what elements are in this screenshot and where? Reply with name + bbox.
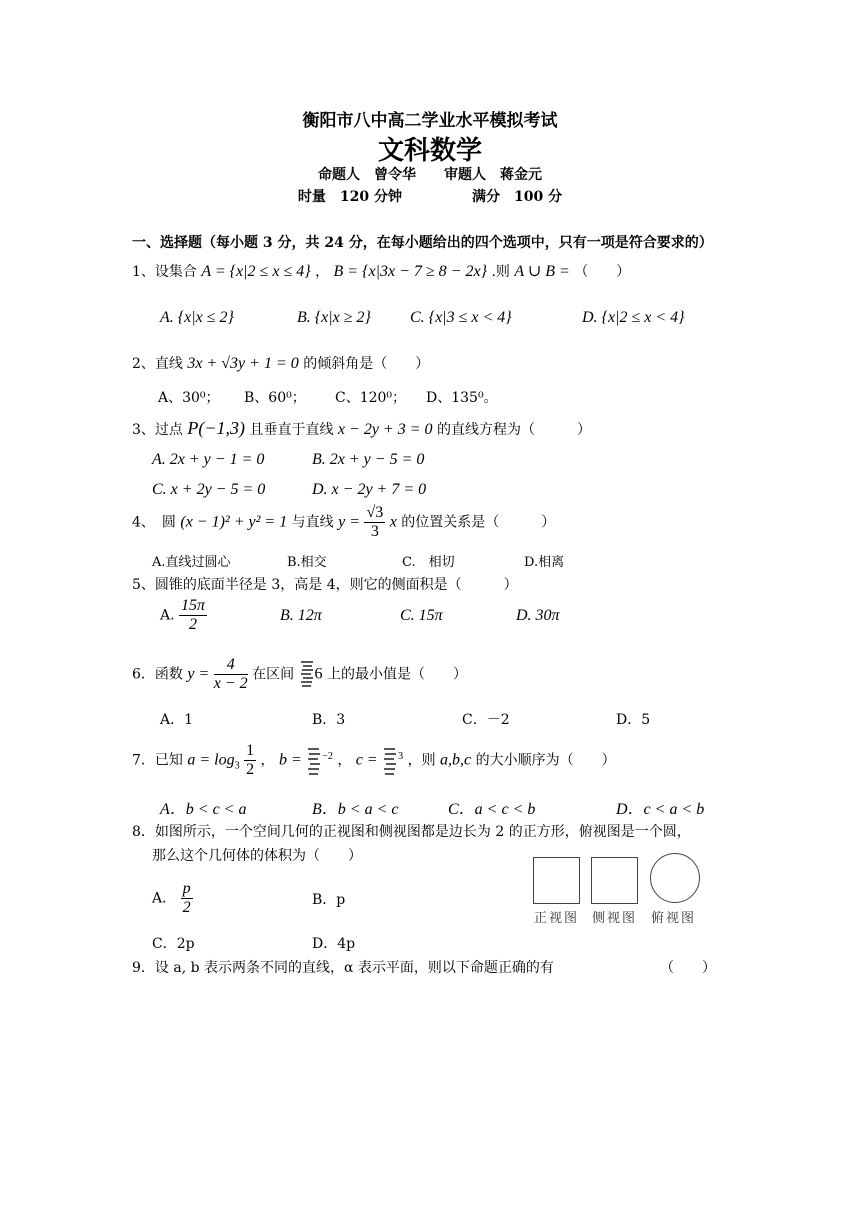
q7-a-numerator: 1	[246, 742, 255, 759]
q7-c-expr: c =	[355, 751, 378, 769]
q4-option-d: D.相离	[524, 555, 565, 570]
exam-time-score: 时量 120 分钟 满分 100 分	[297, 189, 563, 205]
question-5: 5、圆锥的底面半径是 3，高是 4，则它的侧面积是（ ）	[132, 577, 518, 593]
q7-text-end: 的大小顺序为（ ）	[475, 752, 616, 769]
q2-option-c: C、120⁰；	[335, 390, 407, 406]
q2-text: 2、直线	[132, 356, 183, 372]
q4-option-c: C. 相切	[402, 555, 455, 570]
q1-set-b: B = {x|3x − 7 ≥ 8 − 2x}	[333, 263, 487, 280]
q6-interval: 6	[314, 665, 323, 683]
q6-option-b: B．3	[312, 712, 346, 728]
q3-point: P(−1,3)	[187, 418, 246, 438]
side-view-square	[591, 857, 638, 904]
q2-option-d: D、135⁰。	[426, 390, 498, 406]
q4-option-a: A.直线过圆心	[152, 555, 231, 570]
top-view-circle	[650, 853, 700, 903]
q3-option-b: B. 2x + y − 5 = 0	[312, 451, 425, 468]
q7-b-garbled-base-icon	[306, 745, 322, 777]
q5-option-a	[160, 597, 207, 634]
q1-option-d: D. {x|2 ≤ x < 4}	[582, 309, 685, 326]
q5-option-a-label: A.	[160, 607, 175, 624]
q3-text-end: 的直线方程为（ ）	[436, 422, 591, 438]
question-1	[132, 262, 630, 282]
q3-option-d: D. x − 2y + 7 = 0	[312, 481, 427, 498]
q3-option-a: A. 2x + y − 1 = 0	[152, 451, 265, 468]
exam-school-title: 衡阳市八中高二学业水平模拟考试	[302, 111, 558, 131]
q5-option-a-numerator: 15π	[181, 597, 206, 614]
q7-text-mid: ，则	[407, 752, 436, 769]
q8-option-a-label: A．	[152, 890, 177, 907]
q1-text: 1、设集合	[132, 264, 197, 280]
q9-blank: （ ）	[660, 960, 716, 976]
question-2	[132, 354, 429, 374]
q4-numerator: √3	[366, 504, 384, 521]
q5-option-a-fraction	[179, 597, 207, 634]
q5-option-a-denominator: 2	[189, 616, 198, 633]
side-view-caption: 侧视图	[592, 911, 638, 926]
q3-text: 3、过点	[132, 422, 183, 438]
q8-option-a-fraction	[181, 880, 193, 917]
q4-option-b: B.相交	[287, 555, 327, 570]
q8-option-b: B．p	[312, 892, 346, 908]
q6-garbled-bracket-icon	[299, 659, 315, 691]
q4-text-end: 的位置关系是（ ）	[401, 514, 556, 531]
q1-option-b: B. {x|x ≥ 2}	[297, 309, 371, 326]
q7-option-c: C．a < c < b	[448, 801, 536, 818]
q7-option-d: D．c < a < b	[616, 801, 705, 818]
q6-text: 6．函数	[132, 666, 183, 683]
q4-line-x: x	[389, 513, 397, 531]
q3-option-c: C. x + 2y − 5 = 0	[152, 481, 266, 498]
q8-option-c: C．2p	[152, 936, 195, 952]
q7-c-exponent: 3	[398, 750, 404, 762]
q4-fraction	[364, 504, 385, 541]
q1-comma: ，	[315, 264, 330, 280]
q6-denominator: x − 2	[213, 675, 248, 692]
q6-option-d: D．5	[616, 712, 651, 728]
q4-text: 4、 圆	[132, 514, 176, 531]
q8-option-a-denominator: 2	[182, 899, 191, 916]
q1-expr: A ∪ B =	[514, 263, 570, 280]
q2-option-b: B、60⁰；	[244, 390, 306, 406]
question-6	[132, 656, 467, 693]
question-8-line2: 那么这个几何体的体积为（ ）	[152, 848, 362, 864]
q7-sep1: ，	[260, 752, 275, 769]
q3-text-mid: 且垂直于直线	[249, 422, 334, 438]
q8-option-a-numerator: p	[182, 880, 191, 897]
q1-then: .则	[491, 264, 510, 280]
q7-a-base: 3	[234, 760, 240, 772]
q7-option-a: A．b < c < a	[160, 801, 247, 818]
q2-text-end: 的倾斜角是（ ）	[303, 356, 430, 372]
q1-option-c: C. {x|3 ≤ x < 4}	[410, 309, 512, 326]
q1-set-a: A = {x|2 ≤ x ≤ 4}	[201, 263, 311, 280]
q6-option-a: A．1	[160, 712, 194, 728]
front-view-square	[533, 857, 580, 904]
question-8-line1: 8．如图所示，一个空间几何的正视图和侧视图都是边长为 2 的正方形，俯视图是一个圆，	[132, 824, 691, 840]
section-title: 一、选择题（每小题 3 分，共 24 分，在每小题给出的四个选项中，只有一项是符合要求的）	[132, 235, 713, 251]
q6-fraction	[214, 656, 248, 693]
q7-option-b: B．b < a < c	[312, 801, 399, 818]
exam-subject-title: 文科数学	[377, 136, 482, 166]
q5-option-b: B. 12π	[280, 607, 322, 624]
q4-text-mid: 与直线	[291, 514, 334, 531]
q2-expr: 3x + √3y + 1 = 0	[187, 355, 299, 372]
q2-option-a: A、30⁰；	[158, 390, 220, 406]
front-view-caption: 正视图	[534, 911, 580, 926]
q8-option-d: D．4p	[312, 936, 356, 952]
q5-option-d: D. 30π	[516, 607, 560, 624]
q6-text-mid: 在区间	[252, 666, 295, 683]
q4-circle: (x − 1)² + y² = 1	[180, 513, 288, 531]
q7-a-denominator: 2	[246, 761, 255, 778]
q7-b-expr: b =	[278, 751, 302, 769]
q1-option-a: A. {x|x ≤ 2}	[160, 309, 234, 326]
exam-authors: 命题人 曾令华 审题人 蒋金元	[318, 167, 542, 183]
top-view-caption: 俯视图	[651, 911, 697, 926]
q6-text-end: 上的最小值是（ ）	[327, 666, 467, 683]
q7-b-exponent: −2	[322, 750, 333, 762]
question-9: 9．设 a, b 表示两条不同的直线，α 表示平面，则以下命题正确的有	[132, 960, 554, 976]
q7-vars: a,b,c	[440, 751, 472, 769]
q7-c-garbled-base-icon	[382, 745, 398, 777]
q5-option-c: C. 15π	[400, 607, 443, 624]
q4-line-lhs: y =	[338, 513, 361, 531]
q6-option-c: C．－2	[462, 712, 510, 728]
q7-text: 7．已知	[132, 752, 183, 769]
q7-a-expr: a = log	[187, 751, 235, 769]
q3-line: x − 2y + 3 = 0	[337, 421, 433, 438]
q1-blank: （ ）	[574, 264, 631, 280]
q8-option-a	[152, 880, 193, 917]
question-7	[132, 742, 616, 779]
question-4	[132, 504, 555, 541]
q7-sep2: ，	[337, 752, 352, 769]
q6-lhs: y =	[187, 665, 210, 683]
q7-a-fraction	[244, 742, 256, 779]
question-3	[132, 418, 591, 440]
q6-numerator: 4	[214, 656, 248, 675]
q4-denominator: 3	[370, 523, 379, 540]
